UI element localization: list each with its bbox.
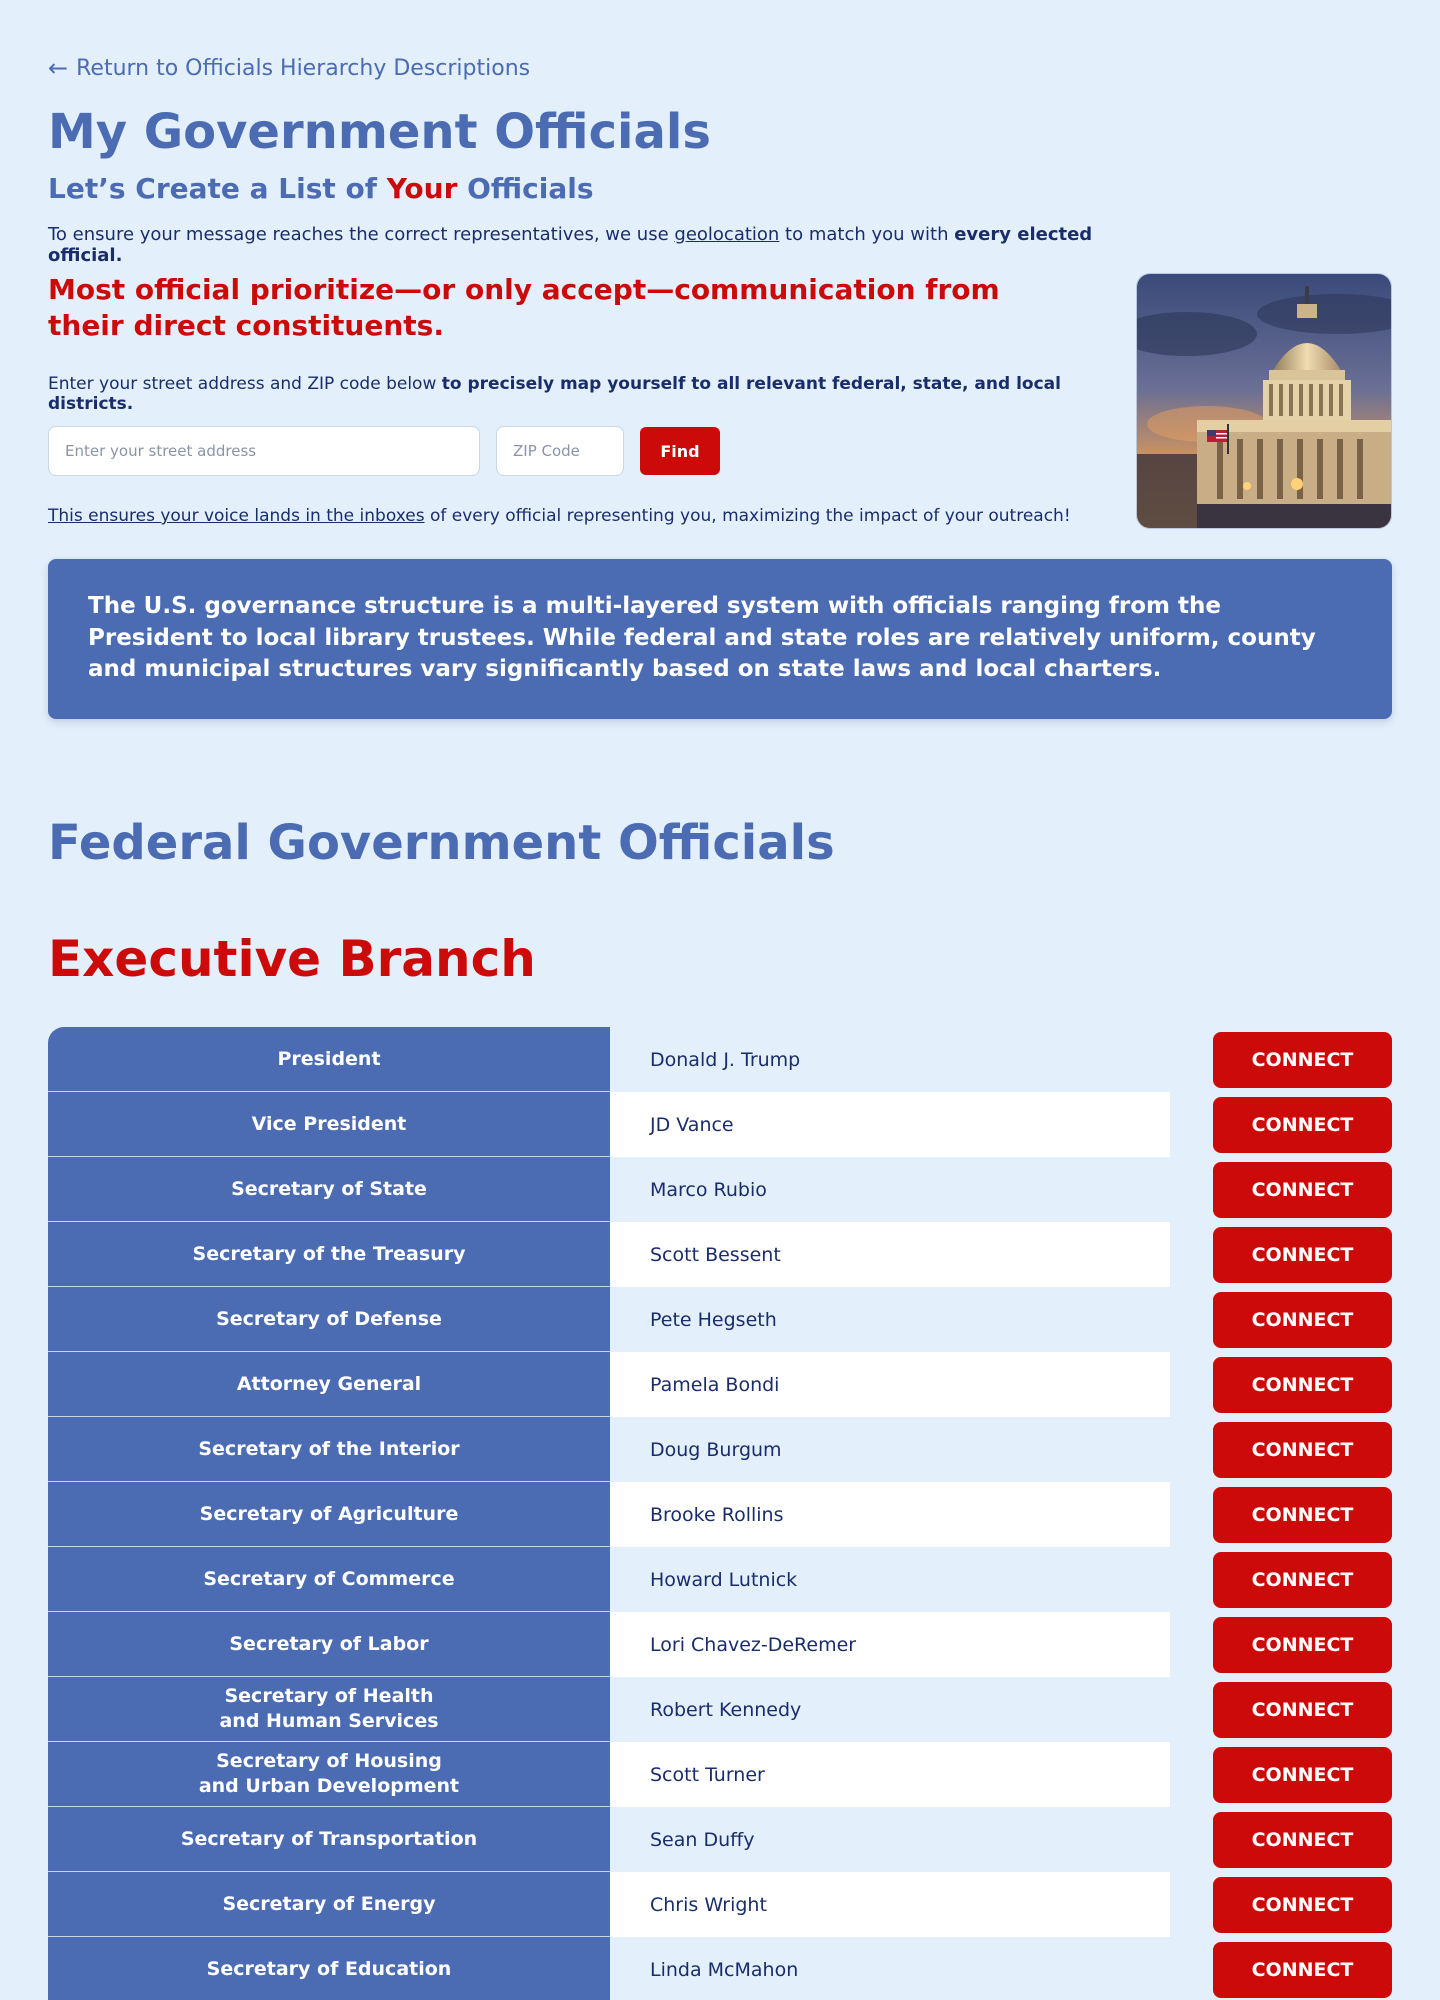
connect-cell [1170,1742,1392,1807]
connect-button[interactable]: CONNECT [1213,1487,1392,1543]
inboxes-link[interactable]: This ensures your voice lands in the inboxes [48,506,425,526]
ensures-rest: of every official representing you, maximizing the impact of your outreach! [424,506,1071,526]
federal-section-title: Federal Government Officials [48,815,835,871]
official-row [48,1157,1392,1222]
intro-bold: every elected official. [48,224,1093,266]
official-role: Secretary of the Interior [48,1417,610,1482]
official-role: Secretary of Agriculture [48,1482,610,1547]
connect-cell [1170,1612,1392,1677]
official-role: Secretary of the Treasury [48,1222,610,1287]
official-row [48,1222,1392,1287]
subtitle-post: Officials [457,172,594,205]
official-role: Vice President [48,1092,610,1157]
connect-button[interactable]: CONNECT [1213,1422,1392,1478]
connect-cell [1170,1222,1392,1287]
official-role: Attorney General [48,1352,610,1417]
official-name: Robert Kennedy [610,1677,1170,1742]
connect-cell [1170,1677,1392,1742]
connect-button[interactable]: CONNECT [1213,1552,1392,1608]
official-row [48,1027,1392,1092]
connect-button[interactable]: CONNECT [1213,1032,1392,1088]
connect-button[interactable]: CONNECT [1213,1812,1392,1868]
geolocation-link[interactable]: geolocation [674,224,780,245]
official-role: Secretary of Transportation [48,1807,610,1872]
official-row [48,1482,1392,1547]
official-role: Secretary of State [48,1157,610,1222]
official-name: Sean Duffy [610,1807,1170,1872]
official-row [48,1742,1392,1807]
official-row [48,1417,1392,1482]
official-row [48,1352,1392,1417]
official-role: Secretary of Housing and Urban Development [48,1742,610,1807]
official-row [48,1092,1392,1157]
official-name: Linda McMahon [610,1937,1170,2000]
official-row [48,1807,1392,1872]
intro-mid: to match you with [779,224,955,245]
subtitle-pre: Let’s Create a List of [48,172,387,205]
connect-button[interactable]: CONNECT [1213,1942,1392,1998]
address-instructions [48,374,1088,414]
official-name: Scott Turner [610,1742,1170,1807]
connect-cell [1170,1547,1392,1612]
street-address-input[interactable] [48,426,480,476]
official-row [48,1547,1392,1612]
official-name: Chris Wright [610,1872,1170,1937]
connect-button[interactable]: CONNECT [1213,1162,1392,1218]
connect-cell [1170,1027,1392,1092]
governance-callout: The U.S. governance structure is a multi-layered system with officials ranging from the President to local library trustees. While federal and state roles are relatively uniform, county and municipal structures vary significantly based on state laws and local charters. [48,559,1392,719]
official-name: Pamela Bondi [610,1352,1170,1417]
ensures-text [48,506,1088,526]
connect-cell [1170,1157,1392,1222]
connect-button[interactable]: CONNECT [1213,1292,1392,1348]
official-name: Pete Hegseth [610,1287,1170,1352]
connect-button[interactable]: CONNECT [1213,1877,1392,1933]
official-row [48,1287,1392,1352]
intro-pre: To ensure your message reaches the correct representatives, we use [48,224,675,245]
page-title: My Government Officials [48,104,711,160]
instructions-bold: to precisely map yourself to all relevant federal, state, and local districts. [48,374,1061,414]
official-role: Secretary of Education [48,1937,610,2000]
zip-code-input[interactable] [496,426,624,476]
connect-cell [1170,1352,1392,1417]
connect-button[interactable]: CONNECT [1213,1617,1392,1673]
back-link[interactable] [48,54,530,82]
official-name: Donald J. Trump [610,1027,1170,1092]
back-link-label: Return to Officials Hierarchy Descriptions [76,55,531,81]
official-role: Secretary of Energy [48,1872,610,1937]
official-name: Doug Burgum [610,1417,1170,1482]
official-name: Scott Bessent [610,1222,1170,1287]
official-name: JD Vance [610,1092,1170,1157]
connect-button[interactable]: CONNECT [1213,1357,1392,1413]
address-form [48,426,720,476]
official-role: Secretary of Health and Human Services [48,1677,610,1742]
subtitle-accent: Your [386,172,458,205]
official-row [48,1872,1392,1937]
connect-cell [1170,1417,1392,1482]
connect-cell [1170,1872,1392,1937]
official-role: President [48,1027,610,1092]
connect-cell [1170,1287,1392,1352]
official-row [48,1677,1392,1742]
page-subtitle [48,172,594,205]
intro-text [48,224,1148,266]
official-name: Lori Chavez-DeRemer [610,1612,1170,1677]
capitol-image [1136,273,1392,529]
connect-cell [1170,1937,1392,2000]
connect-button[interactable]: CONNECT [1213,1097,1392,1153]
connect-cell [1170,1807,1392,1872]
official-row [48,1612,1392,1677]
officials-table [48,1027,1392,2000]
official-row [48,1937,1392,2000]
connect-button[interactable]: CONNECT [1213,1682,1392,1738]
arrow-left-icon: ← [48,54,69,82]
official-name: Brooke Rollins [610,1482,1170,1547]
executive-branch-title: Executive Branch [48,930,536,988]
official-role: Secretary of Defense [48,1287,610,1352]
capitol-illustration [1137,274,1392,529]
connect-cell [1170,1482,1392,1547]
connect-button[interactable]: CONNECT [1213,1747,1392,1803]
instructions-pre: Enter your street address and ZIP code below [48,374,442,394]
find-button[interactable]: Find [640,427,720,475]
official-role: Secretary of Labor [48,1612,610,1677]
official-role: Secretary of Commerce [48,1547,610,1612]
constituent-warning: Most official prioritize—or only accept—communication from their direct constituents. [48,273,1000,343]
official-name: Marco Rubio [610,1157,1170,1222]
official-name: Howard Lutnick [610,1547,1170,1612]
connect-button[interactable]: CONNECT [1213,1227,1392,1283]
connect-cell [1170,1092,1392,1157]
